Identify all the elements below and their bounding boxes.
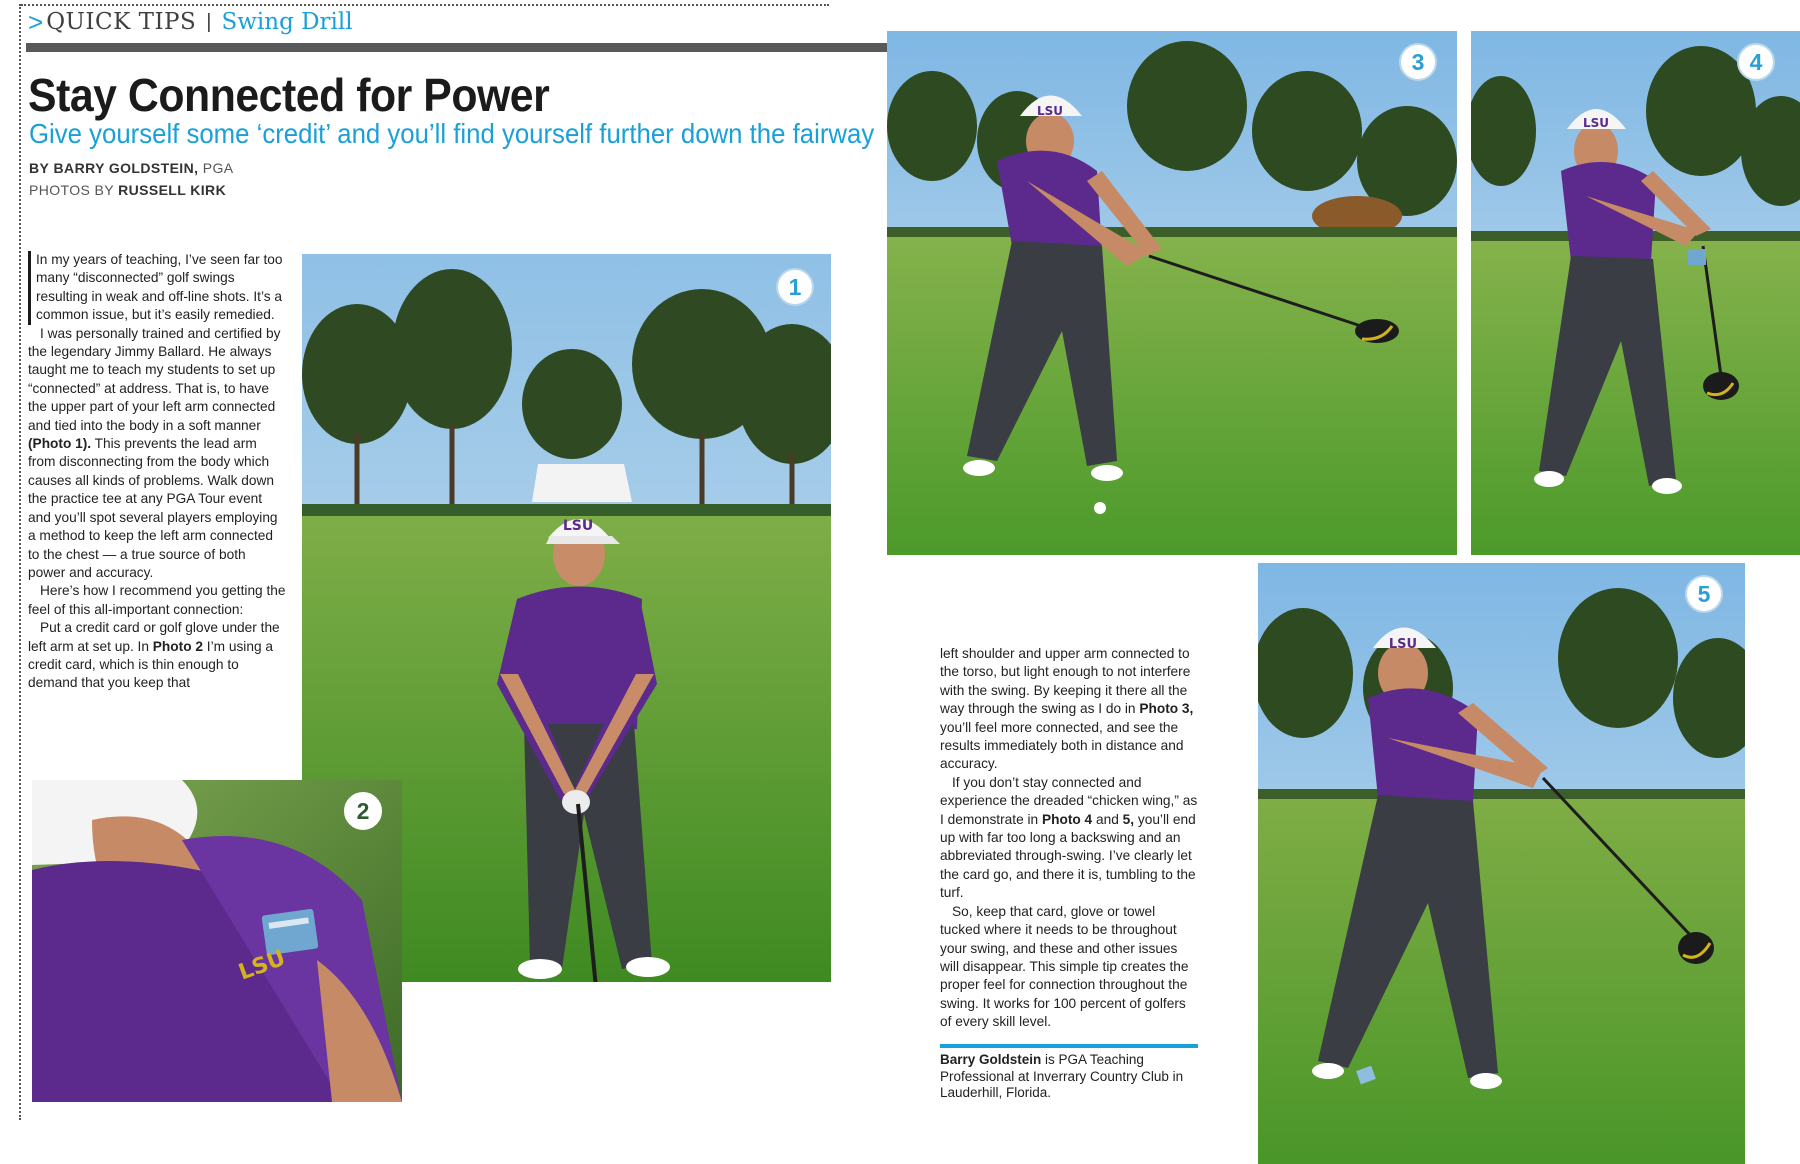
body-column-1	[28, 251, 286, 693]
paragraph	[940, 645, 1198, 774]
paragraph	[28, 619, 286, 693]
byline-prefix: BY	[29, 160, 50, 176]
photo-4-chicken-wing	[1471, 31, 1800, 555]
bio-rule	[940, 1044, 1198, 1048]
photo-2-number-badge: 2	[344, 792, 382, 830]
body-column-2	[940, 645, 1198, 1032]
paragraph	[28, 325, 286, 583]
text-run: left shoulder and upper arm connected to the torso, but light enough to not interfere with the swing. By keeping it there all the way through the swing as I do in	[940, 646, 1191, 717]
photo-reference: Photo 4	[1041, 811, 1093, 827]
text-run: and	[1095, 811, 1119, 827]
text-run: you’ll end up with far too long a backswing and an abbreviated through-swing. I’ve clearly let the card go, and there it is, tumbling to the turf.	[940, 811, 1196, 901]
photo-credit-prefix: PHOTOS BY	[29, 182, 114, 198]
section-label: QUICK TIPS	[46, 9, 197, 35]
header-divider: |	[206, 10, 212, 33]
text-run: I’m using a credit card, which is thin enough to demand that you keep that	[28, 638, 273, 691]
bio-text: is PGA Teaching Professional at Inverrary Country Club in Lauderhill, Florida.	[940, 1052, 1184, 1100]
chevron-right-icon: >	[28, 6, 44, 37]
bio-name: Barry Goldstein	[940, 1052, 1042, 1067]
text-run: Put a credit card or golf glove under the left arm at set up. In	[28, 620, 280, 654]
section-header	[28, 6, 353, 38]
photo-reference: 5,	[1122, 811, 1135, 827]
photo-reference: Photo 2	[152, 638, 203, 654]
page-title: Stay Connected for Power	[28, 69, 550, 121]
photo-reference: Photo 3,	[1139, 701, 1194, 717]
photo-3-number-badge: 3	[1399, 43, 1437, 81]
shirt-logo-text: LSU	[235, 945, 289, 986]
photo-credit	[29, 182, 226, 198]
author-bio	[940, 1052, 1205, 1102]
photo-3-connected-swing	[887, 31, 1457, 555]
paragraph	[940, 774, 1198, 903]
left-dotted-rule	[19, 4, 21, 1120]
cap-logo-text: LSU	[562, 518, 594, 534]
text-run: I was personally trained and certified by the legendary Jimmy Ballard. He always taught me to teach my students to set up “connected” at address. That is, to have the upper part of your left arm connected and tied into the body in a soft manner	[28, 325, 281, 433]
photo-reference: (Photo 1).	[28, 436, 92, 452]
header-rule	[26, 43, 887, 52]
photo-2-closeup	[32, 780, 402, 1102]
paragraph: So, keep that card, glove or towel tucked where it needs to be throughout your swing, and these and other issues will disappear. This simple tip creates the proper feel for connection throughout the swing. It works for 100 percent of golfers of every skill level.	[940, 903, 1189, 1030]
photo-5-abbreviated-swing	[1258, 563, 1745, 1164]
text-run: If you don’t stay connected and experience the dreaded “chicken wing,” as I demonstrate in	[940, 774, 1198, 827]
paragraph: Here’s how I recommend you getting the feel of this all-important connection:	[28, 583, 286, 617]
photo-5-number-badge: 5	[1685, 575, 1723, 613]
photo-1-number-badge: 1	[776, 268, 814, 306]
subsection-label: Swing Drill	[221, 9, 353, 35]
cap-logo-text: LSU	[1036, 104, 1064, 118]
cap-logo-text: LSU	[1582, 116, 1610, 130]
paragraph: In my years of teaching, I’ve seen far too many “disconnected” golf swings resulting in weak and off-line shots. It’s a common issue, but it’s easily remedied.	[28, 251, 286, 325]
photo-4-number-badge: 4	[1737, 43, 1775, 81]
article-deck: Give yourself some ‘credit’ and you’ll find yourself further down the fairway	[29, 118, 875, 149]
text-run: you’ll feel more connected, and see the results immediately both in distance and accuracy.	[940, 719, 1184, 772]
author-name: BARRY GOLDSTEIN,	[53, 160, 199, 176]
text-run: This prevents the lead arm from disconnecting from the body which causes all kinds of problems. Walk down the practice tee at any PGA Tour event and you’ll spot several players employing a method to keep the left arm connected to the chest — a true source of both power and accuracy.	[28, 436, 278, 580]
photographer-name: RUSSELL KIRK	[118, 182, 227, 198]
byline	[29, 160, 233, 176]
cap-logo-text: LSU	[1388, 637, 1418, 652]
author-affiliation: PGA	[202, 160, 234, 176]
